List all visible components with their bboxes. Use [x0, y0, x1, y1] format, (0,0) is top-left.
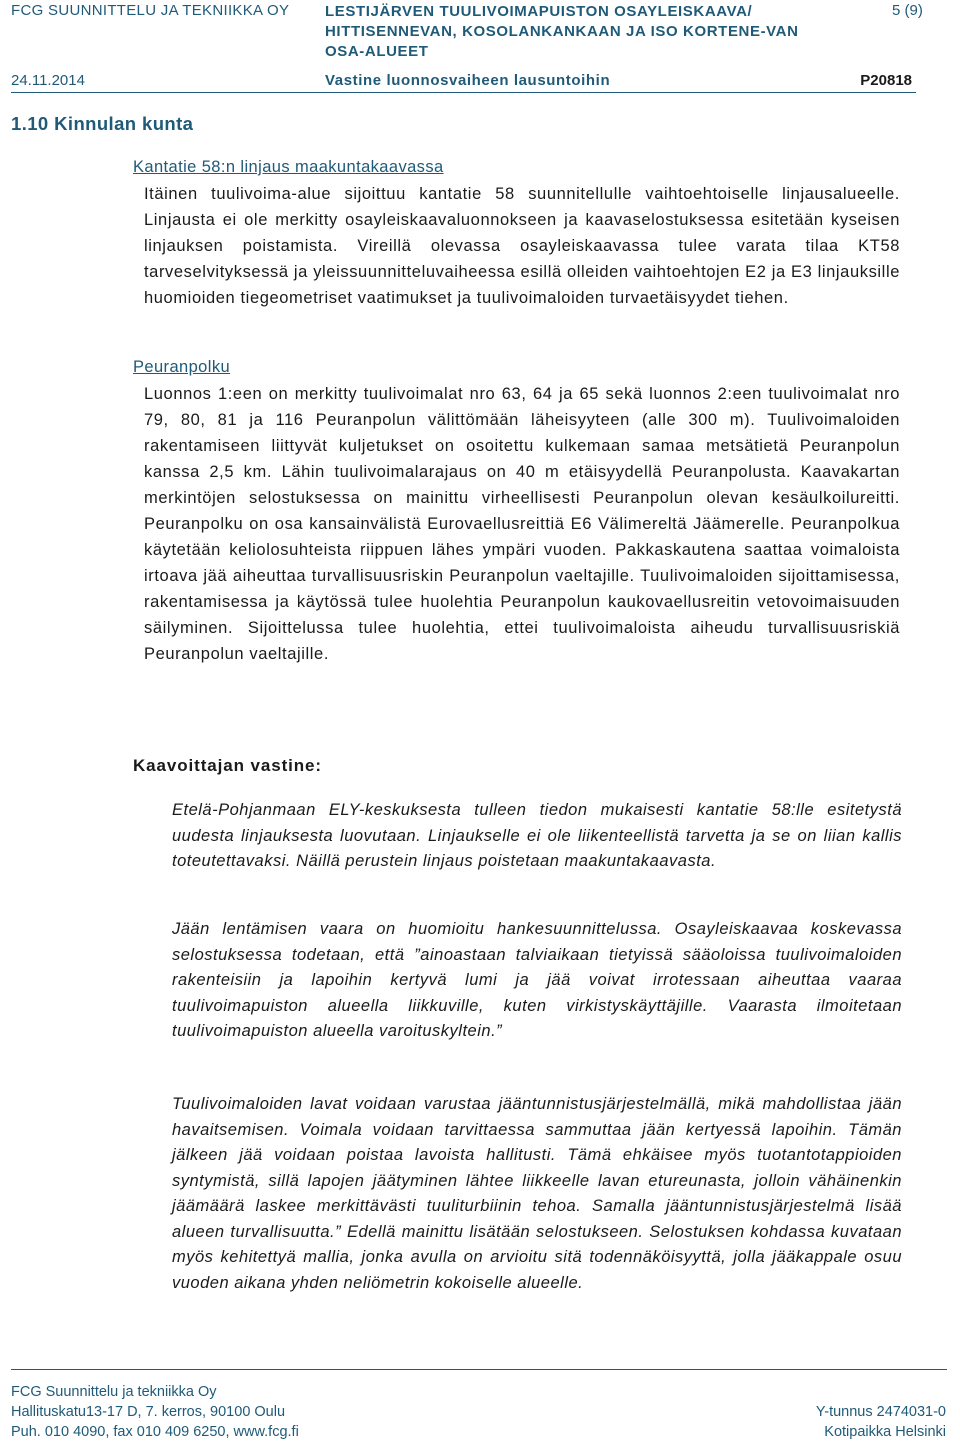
section-title: 1.10 Kinnulan kunta: [11, 113, 194, 134]
subheading-peuranpolku: Peuranpolku: [133, 358, 231, 376]
paragraph-kantatie: Itäinen tuulivoima-alue sijoittuu kantatie 58 suunnitellulle vaihtoehtoiselle linjausalueelle. Linjausta ei ole merkitty osayleiskaavaluonnokseen ja kaavaselostuksessa esitetään kyseisen linjauksen poistamista. Vireillä olevassa osayleiskaavassa tulee varata tilaa KT58 tarveselvityksessä ja yleissuunnitteluvaiheessa esillä olleiden vaihtoehtojen E2 ja E3 linjauksille huomioiden tiegeometriset vaatimukset ja tuulivoimaloiden turvaetäisyydet tiehen.: [144, 185, 900, 307]
footer-company: FCG Suunnittelu ja tekniikka Oy: [11, 1384, 217, 1400]
footer-business-id: Y-tunnus 2474031-0: [815, 1404, 946, 1420]
header-document-title: LESTIJÄRVEN TUULIVOIMAPUISTON OSAYLEISKAAVA/ HITTISENNEVAN, KOSOLANKANKAAN JA ISO KORTENE-VAN OSA-ALUEET: [325, 3, 799, 60]
response-title: Kaavoittajan vastine:: [133, 756, 322, 775]
response-paragraph-2: Jään lentämisen vaara on huomioitu hankesuunnittelussa. Osayleiskaavaa koskevassa selostuksessa todetaan, että ”ainoastaan talviaikaan tietyissä sääoloissa tuulivoimaloiden rakenteisiin ja lapoihin kertyvä lumi ja jää voivat irrotessaan aiheuttaa vaaraa tuulivoimapuiston alueella liikkuville, kuten virkistyskäyttäjille. Vaarasta ilmoitetaan tuulivoimapuiston alueella varoituskyltein.”: [172, 920, 902, 1040]
footer-left: [11, 1382, 299, 1442]
footer-address: Hallituskatu13-17 D, 7. kerros, 90100 Oulu: [11, 1404, 286, 1420]
header-project-number: P20818: [860, 72, 912, 89]
header-meta-row: [11, 72, 916, 93]
page-number: 5 (9): [892, 2, 923, 19]
footer-contact: Puh. 010 4090, fax 010 409 6250, www.fcg.fi: [11, 1424, 299, 1440]
header-date: 24.11.2014: [11, 72, 85, 89]
header-document-type: Vastine luonnosvaiheen lausuntoihin: [325, 72, 611, 89]
footer-right: [816, 1402, 946, 1442]
paragraph-peuranpolku: Luonnos 1:een on merkitty tuulivoimalat nro 63, 64 ja 65 sekä luonnos 2:een tuulivoimalat nro 79, 80, 81 ja 116 Peuranpolun välittömään läheisyyteen (alle 300 m). Tuulivoimaloiden rakentamiseen liittyvät kuljetukset on osoitettu kulkemaan samaa metsätietä Peuranpolun kanssa 2,5 km. Lähin tuulivoimalarajaus on 40 m etäisyydellä Peuranpolusta. Kaavakartan merkintöjen selostuksessa on mainittu virheellisesti Peuranpolun olevan kesäulkoilureitti. Peuranpolku on osa kansainvälistä Eurovaellusreittiä E6 Välimereltä Jäämerelle. Peuranpolkua käytetään keliolosuhteista riippuen lähes ympäri vuoden. Pakkaskautena saattaa voimaloista irtoava jää aiheuttaa turvallisuusriskin Peuranpolun vaeltajille. Tuulivoimaloiden sijoittamisessa, rakentamisessa ja käytössä tulee huolehtia Peuranpolun kaukovaellusreitin vetovoimaisuuden säilyminen. Sijoittelussa tulee huolehtia, ettei tuulivoimaloista aiheudu turvallisuusriskiä Peuranpolun vaeltajille.: [144, 385, 900, 663]
response-paragraph-1: Etelä-Pohjanmaan ELY-keskuksesta tulleen tiedon mukaisesti kantatie 58:lle esitetystä uudesta linjauksesta luovutaan. Linjaukselle ei ole liikenteellistä tarvetta ja se on liian kallis toteutettavaksi. Näillä perustein linjaus poistetaan maakuntakaavasta.: [172, 801, 902, 870]
header-organization: FCG SUUNNITTELU JA TEKNIIKKA OY: [11, 2, 290, 19]
footer-divider: [11, 1369, 947, 1370]
subheading-kantatie: Kantatie 58:n linjaus maakuntakaavassa: [133, 158, 444, 176]
response-paragraph-3: Tuulivoimaloiden lavat voidaan varustaa jääntunnistusjärjestelmällä, mikä mahdollistaa jään havaitsemisen. Voimala voidaan tarvittaessa sammuttaa jään kertyessä lapoihin. Tämän jälkeen jää voidaan poistaa lavoista hallitusti. Tämä ehkäisee myös tuotantotappioiden syntymistä, sillä lapojen jäätyminen lähtee liikkeelle lavan etureunasta, jolloin vähäinenkin jäämäärä laskee merkittävästi tuuliturbiinin tehoa. Samalla jääntunnistusjärjestelmä lisää alueen turvallisuutta.” Edellä mainittu lisätään selostukseen. Selostuksen kohdassa kuvataan myös kehitettyä mallia, jonka avulla on arvioitu sitä todennäköisyyttä, jolla jääkappale osuu vuoden aikana yhden neliömetrin kokoiselle alueelle.: [172, 1095, 902, 1292]
footer-domicile: Kotipaikka Helsinki: [824, 1424, 946, 1440]
